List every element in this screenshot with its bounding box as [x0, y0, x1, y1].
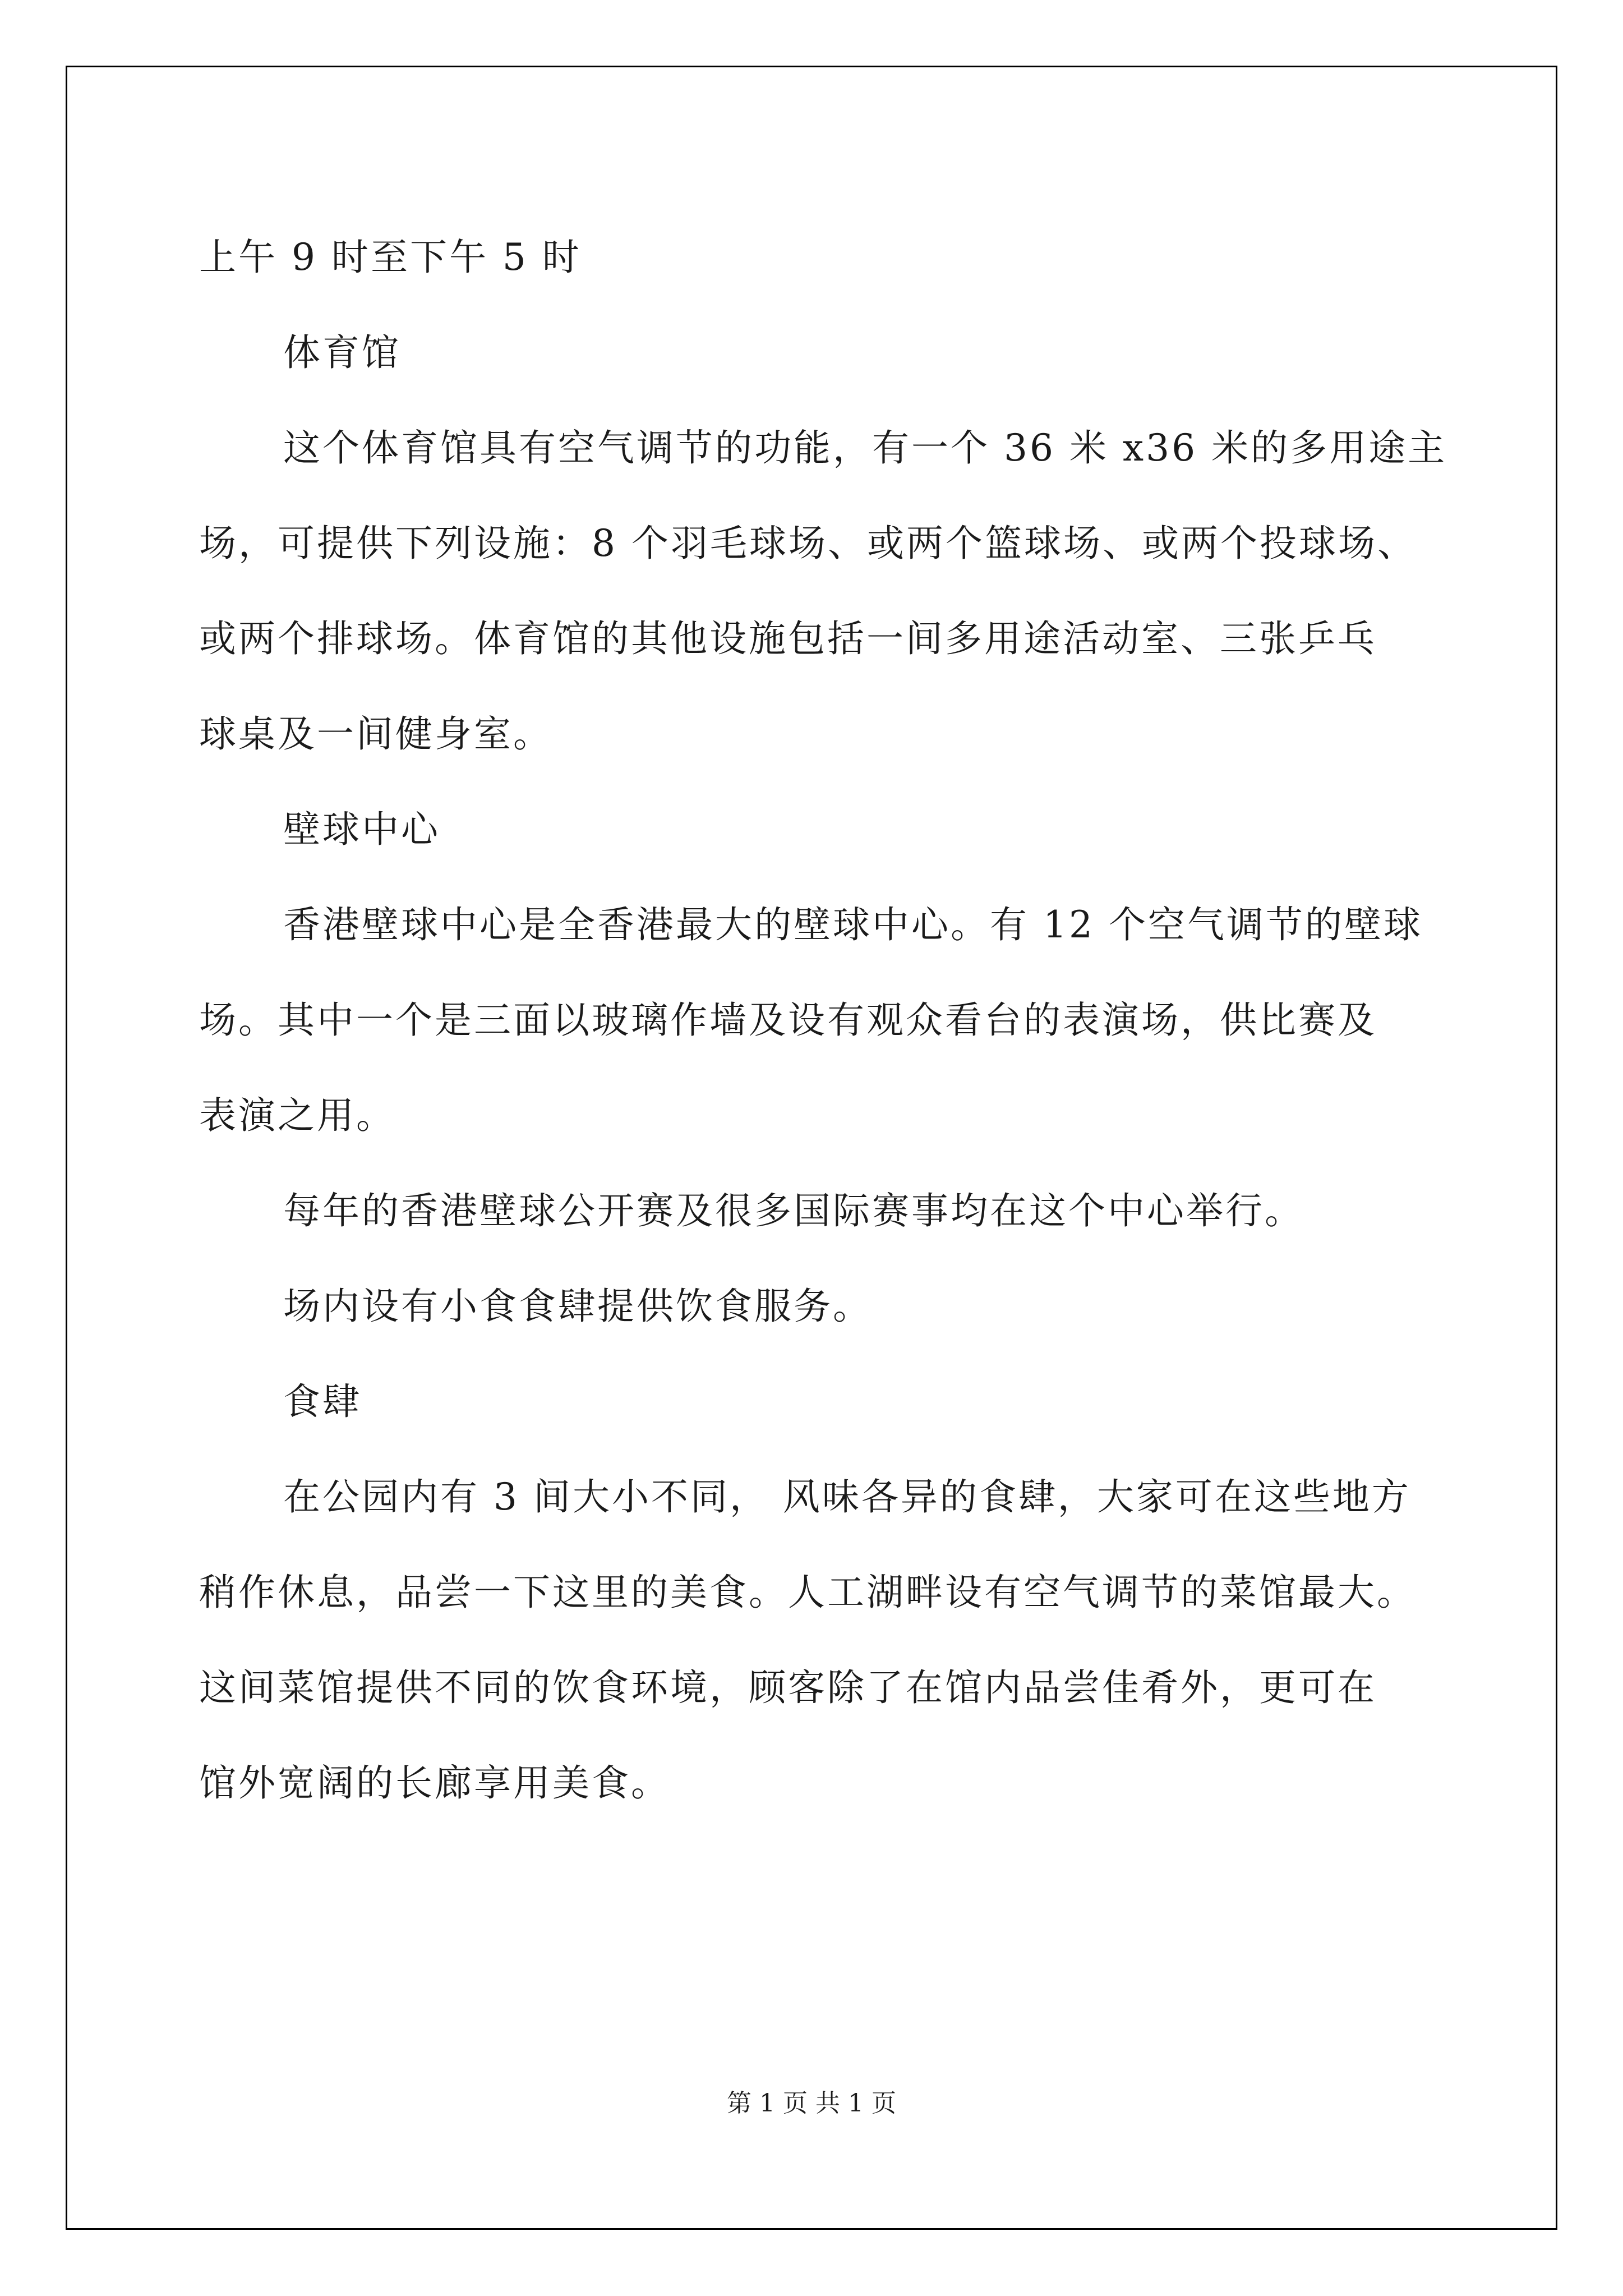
text-line-hours: 上午 9 时至下午 5 时: [199, 236, 582, 279]
heading-gymnasium: 体育馆: [283, 331, 401, 374]
heading-restaurants: 食肆: [283, 1380, 362, 1423]
text-line: 场，可提供下列设施：8 个羽毛球场、或两个篮球场、或两个投球场、: [199, 522, 1417, 565]
heading-squash-centre: 壁球中心: [283, 808, 440, 851]
text-line: 稍作休息，品尝一下这里的美食。人工湖畔设有空气调节的菜馆最大。: [199, 1571, 1416, 1614]
page-number-footer: 第 1 页 共 1 页: [727, 2089, 896, 2118]
text-line: 场。其中一个是三面以玻璃作墙及设有观众看台的表演场，供比赛及: [199, 999, 1377, 1042]
document-body: [199, 210, 1447, 1831]
text-line: 表演之用。: [199, 1094, 395, 1137]
text-line: 这间菜馆提供不同的饮食环境，顾客除了在馆内品尝佳肴外，更可在: [199, 1666, 1377, 1709]
text-line: 球桌及一间健身室。: [199, 712, 552, 756]
text-line: 场内设有小食食肆提供饮食服务。: [283, 1285, 872, 1328]
text-line: 或两个排球场。体育馆的其他设施包括一间多用途活动室、三张乒乓: [199, 617, 1377, 660]
text-line: 在公园内有 3 间大小不同， 风味各异的食肆，大家可在这些地方: [283, 1475, 1411, 1519]
text-line: 馆外宽阔的长廊享用美食。: [199, 1761, 670, 1805]
text-line: 香港壁球中心是全香港最大的壁球中心。有 12 个空气调节的壁球: [283, 903, 1423, 946]
text-line: 这个体育馆具有空气调节的功能，有一个 36 米 x36 米的多用途主: [283, 426, 1447, 470]
text-line: 每年的香港壁球公开赛及很多国际赛事均在这个中心举行。: [283, 1189, 1304, 1232]
